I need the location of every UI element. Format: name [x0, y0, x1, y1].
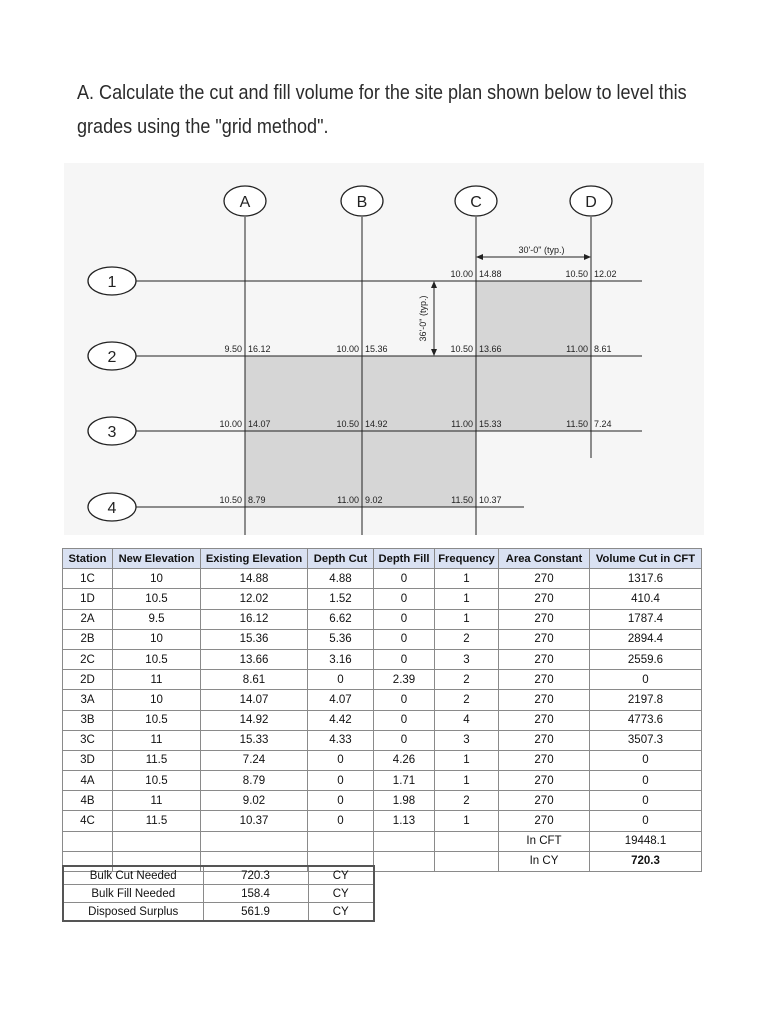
table-cell: 1 — [435, 771, 499, 791]
dimension-vertical-label: 36'-0" (typ.) — [418, 295, 428, 342]
total-label: In CFT — [499, 831, 590, 851]
table-cell: 1317.6 — [590, 569, 702, 589]
existing-elevation-label: 12.02 — [594, 269, 617, 279]
table-cell: 2.39 — [374, 670, 435, 690]
existing-elevation-label: 15.33 — [479, 419, 502, 429]
table-cell: 4B — [63, 791, 113, 811]
table-cell: 0 — [308, 670, 374, 690]
summary-value: 720.3 — [203, 866, 308, 885]
summary-unit: CY — [308, 885, 374, 903]
table-cell: 0 — [374, 649, 435, 669]
dimension-arrow — [584, 254, 591, 260]
table-cell: 270 — [499, 589, 590, 609]
table-cell: 11.5 — [113, 750, 201, 770]
table-cell: 0 — [308, 791, 374, 811]
new-elevation-label: 11.00 — [337, 495, 359, 505]
new-elevation-label: 10.50 — [336, 419, 359, 429]
table-row — [63, 569, 702, 589]
total-row — [63, 831, 702, 851]
table-cell: 2 — [435, 791, 499, 811]
table-cell: 0 — [374, 730, 435, 750]
empty-cell — [435, 831, 499, 851]
dimension-arrow — [431, 349, 437, 356]
table-row — [63, 730, 702, 750]
table-cell: 5.36 — [308, 629, 374, 649]
new-elevation-label: 11.00 — [451, 419, 473, 429]
table-row — [63, 791, 702, 811]
table-cell: 1.71 — [374, 771, 435, 791]
question-text — [77, 76, 687, 144]
empty-cell — [308, 831, 374, 851]
new-elevation-label: 10.50 — [450, 344, 473, 354]
existing-elevation-label: 15.36 — [365, 344, 388, 354]
table-cell: 270 — [499, 569, 590, 589]
table-cell: 2A — [63, 609, 113, 629]
existing-elevation-label: 16.12 — [248, 344, 271, 354]
table-cell: 4.26 — [374, 750, 435, 770]
existing-elevation-label: 13.66 — [479, 344, 502, 354]
new-elevation-label: 10.00 — [219, 419, 242, 429]
table-cell: 8.61 — [201, 670, 308, 690]
table-cell: 13.66 — [201, 649, 308, 669]
table-row — [63, 649, 702, 669]
table-cell: 10.37 — [201, 811, 308, 831]
table-cell: 0 — [590, 771, 702, 791]
table-header-row — [63, 549, 702, 569]
table-cell: 9.5 — [113, 609, 201, 629]
table-cell: 270 — [499, 750, 590, 770]
column-label: B — [356, 194, 368, 211]
table-cell: 270 — [499, 811, 590, 831]
new-elevation-label: 11.50 — [451, 495, 473, 505]
question-line-2: grades using the "grid method". — [77, 115, 329, 138]
summary-row — [63, 903, 374, 922]
empty-cell — [435, 851, 499, 871]
table-cell: 11 — [113, 730, 201, 750]
summary-value: 561.9 — [203, 903, 308, 922]
table-cell: 0 — [590, 811, 702, 831]
table-row — [63, 811, 702, 831]
table-cell: 0 — [590, 791, 702, 811]
total-value: 720.3 — [590, 851, 702, 871]
table-cell: 2D — [63, 670, 113, 690]
table-cell: 270 — [499, 771, 590, 791]
table-cell: 11 — [113, 670, 201, 690]
row-label: 3 — [107, 424, 117, 441]
table-cell: 10.5 — [113, 710, 201, 730]
table-cell: 3D — [63, 750, 113, 770]
new-elevation-label: 10.50 — [219, 495, 242, 505]
table-cell: 270 — [499, 609, 590, 629]
table-cell: 0 — [374, 589, 435, 609]
table-row — [63, 750, 702, 770]
table-cell: 2 — [435, 629, 499, 649]
table-cell: 3.16 — [308, 649, 374, 669]
table-cell: 0 — [308, 750, 374, 770]
empty-cell — [374, 831, 435, 851]
dimension-arrow — [431, 281, 437, 288]
table-cell: 0 — [308, 811, 374, 831]
table-cell: 270 — [499, 730, 590, 750]
table-cell: 2B — [63, 629, 113, 649]
total-value: 19448.1 — [590, 831, 702, 851]
table-row — [63, 670, 702, 690]
table-cell: 2894.4 — [590, 629, 702, 649]
table-cell: 4.88 — [308, 569, 374, 589]
table-cell: 15.33 — [201, 730, 308, 750]
table-cell: 3507.3 — [590, 730, 702, 750]
table-cell: 2 — [435, 670, 499, 690]
question-line-1: A. Calculate the cut and fill volume for the site plan shown below to level this — [77, 81, 687, 104]
table-cell: 0 — [374, 609, 435, 629]
table-cell: 270 — [499, 670, 590, 690]
table-cell: 2559.6 — [590, 649, 702, 669]
existing-elevation-label: 8.61 — [594, 344, 612, 354]
table-cell: 7.24 — [201, 750, 308, 770]
table-cell: 1.52 — [308, 589, 374, 609]
table-cell: 410.4 — [590, 589, 702, 609]
table-cell: 10.5 — [113, 771, 201, 791]
empty-cell — [63, 831, 113, 851]
table-cell: 16.12 — [201, 609, 308, 629]
table-cell: 10 — [113, 629, 201, 649]
summary-unit: CY — [308, 866, 374, 885]
table-row — [63, 690, 702, 710]
table-cell: 4.07 — [308, 690, 374, 710]
summary-value: 158.4 — [203, 885, 308, 903]
table-cell: 11 — [113, 791, 201, 811]
table-cell: 270 — [499, 710, 590, 730]
table-cell: 4.42 — [308, 710, 374, 730]
existing-elevation-label: 7.24 — [594, 419, 612, 429]
table-cell: 0 — [374, 569, 435, 589]
table-cell: 4.33 — [308, 730, 374, 750]
new-elevation-label: 11.00 — [566, 344, 588, 354]
table-cell: 270 — [499, 629, 590, 649]
column-header: Frequency — [435, 549, 499, 569]
summary-label: Disposed Surplus — [63, 903, 203, 922]
column-label: D — [585, 194, 597, 211]
column-header: Station — [63, 549, 113, 569]
table-cell: 1.13 — [374, 811, 435, 831]
table-cell: 14.07 — [201, 690, 308, 710]
table-cell: 10.5 — [113, 649, 201, 669]
site-plan-drawing — [64, 163, 704, 535]
new-elevation-label: 11.50 — [566, 419, 588, 429]
table-cell: 4773.6 — [590, 710, 702, 730]
existing-elevation-label: 14.88 — [479, 269, 502, 279]
row-label: 2 — [107, 349, 117, 366]
existing-elevation-label: 8.79 — [248, 495, 266, 505]
table-row — [63, 710, 702, 730]
table-row — [63, 771, 702, 791]
summary-unit: CY — [308, 903, 374, 922]
column-header: Volume Cut in CFT — [590, 549, 702, 569]
table-cell: 3 — [435, 730, 499, 750]
table-cell: 0 — [374, 690, 435, 710]
table-cell: 8.79 — [201, 771, 308, 791]
table-cell: 14.92 — [201, 710, 308, 730]
table-cell: 1 — [435, 589, 499, 609]
empty-cell — [374, 851, 435, 871]
column-header: Depth Cut — [308, 549, 374, 569]
column-header: Existing Elevation — [201, 549, 308, 569]
table-cell: 12.02 — [201, 589, 308, 609]
table-cell: 4C — [63, 811, 113, 831]
column-header: New Elevation — [113, 549, 201, 569]
total-label: In CY — [499, 851, 590, 871]
dimension-arrow — [476, 254, 483, 260]
table-cell: 4A — [63, 771, 113, 791]
existing-elevation-label: 9.02 — [365, 495, 383, 505]
table-cell: 3C — [63, 730, 113, 750]
summary-row — [63, 885, 374, 903]
table-row — [63, 589, 702, 609]
summary-label: Bulk Cut Needed — [63, 866, 203, 885]
column-label: A — [239, 194, 251, 211]
table-cell: 3A — [63, 690, 113, 710]
new-elevation-label: 9.50 — [224, 344, 242, 354]
existing-elevation-label: 10.37 — [479, 495, 502, 505]
dimension-horizontal-label: 30'-0" (typ.) — [518, 245, 565, 255]
summary-label: Bulk Fill Needed — [63, 885, 203, 903]
table-cell: 3 — [435, 649, 499, 669]
table-cell: 6.62 — [308, 609, 374, 629]
row-label: 4 — [107, 500, 117, 517]
table-row — [63, 629, 702, 649]
table-cell: 3B — [63, 710, 113, 730]
table-cell: 4 — [435, 710, 499, 730]
table-cell: 0 — [374, 629, 435, 649]
column-label: C — [470, 194, 482, 211]
table-cell: 2 — [435, 690, 499, 710]
table-cell: 10.5 — [113, 589, 201, 609]
table-cell: 1 — [435, 750, 499, 770]
site-plan-figure — [64, 163, 704, 535]
table-cell: 10 — [113, 690, 201, 710]
summary-row — [63, 866, 374, 885]
table-cell: 1 — [435, 609, 499, 629]
column-header: Depth Fill — [374, 549, 435, 569]
empty-cell — [201, 831, 308, 851]
table-cell: 0 — [308, 771, 374, 791]
table-cell: 2C — [63, 649, 113, 669]
table-cell: 1 — [435, 569, 499, 589]
table-cell: 1D — [63, 589, 113, 609]
new-elevation-label: 10.00 — [336, 344, 359, 354]
table-cell: 11.5 — [113, 811, 201, 831]
row-label: 1 — [107, 274, 117, 291]
table-cell: 1C — [63, 569, 113, 589]
existing-elevation-label: 14.07 — [248, 419, 271, 429]
new-elevation-label: 10.50 — [565, 269, 588, 279]
table-cell: 15.36 — [201, 629, 308, 649]
summary-table — [62, 865, 375, 922]
table-cell: 1787.4 — [590, 609, 702, 629]
empty-cell — [113, 831, 201, 851]
table-cell: 0 — [374, 710, 435, 730]
table-cell: 10 — [113, 569, 201, 589]
table-cell: 0 — [590, 750, 702, 770]
table-cell: 270 — [499, 791, 590, 811]
existing-elevation-label: 14.92 — [365, 419, 388, 429]
table-cell: 270 — [499, 649, 590, 669]
grid-volume-table — [62, 548, 702, 872]
new-elevation-label: 10.00 — [450, 269, 473, 279]
table-cell: 0 — [590, 670, 702, 690]
table-cell: 14.88 — [201, 569, 308, 589]
table-cell: 1.98 — [374, 791, 435, 811]
column-header: Area Constant — [499, 549, 590, 569]
table-cell: 9.02 — [201, 791, 308, 811]
table-cell: 2197.8 — [590, 690, 702, 710]
table-cell: 270 — [499, 690, 590, 710]
table-row — [63, 609, 702, 629]
table-cell: 1 — [435, 811, 499, 831]
